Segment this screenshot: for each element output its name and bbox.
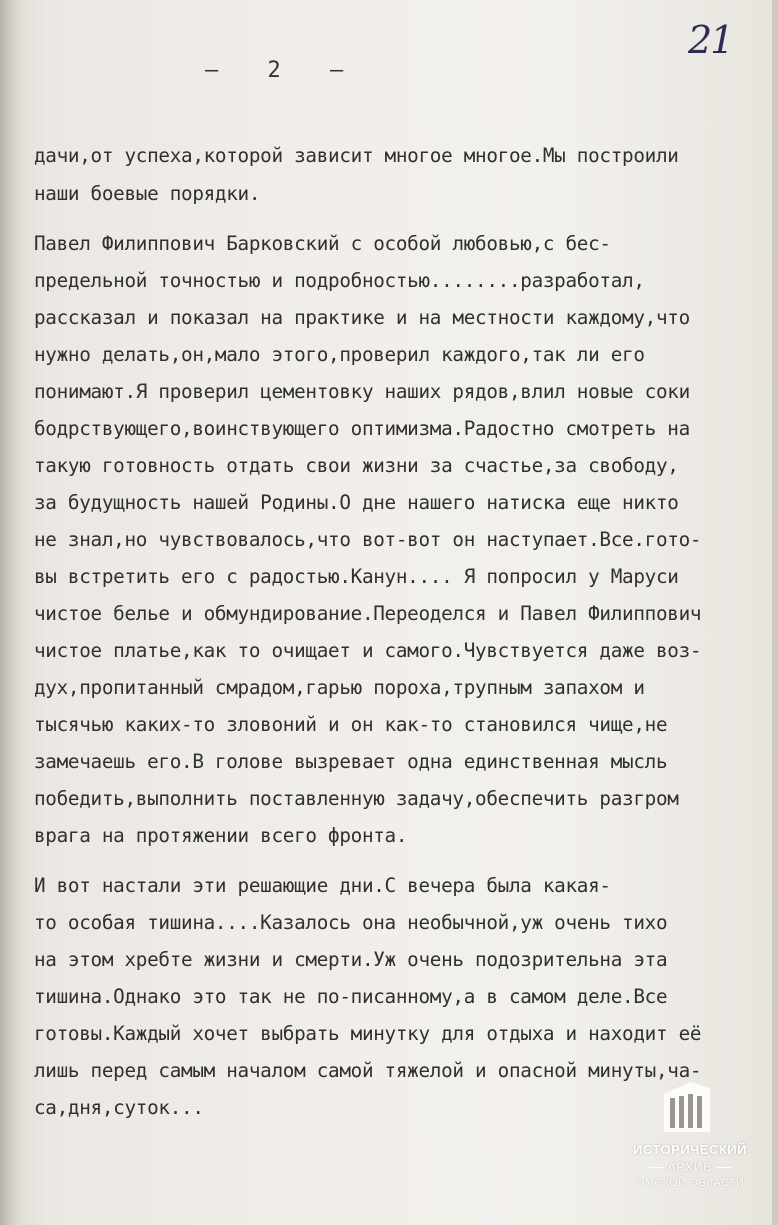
text-line: врага на протяжении всего фронта. [34, 824, 408, 847]
watermark-line-2 [620, 1160, 760, 1174]
text-line: вы встретить его с радостью.Канун.... Я попросил у Маруси [34, 565, 679, 588]
text-line: тысячью каких-то зловоний и он как-то становился чище,не [34, 713, 668, 736]
text-line: лишь перед самым началом самой тяжелой и опасной минуты,ча- [34, 1059, 702, 1082]
text-line: нужно делать,он,мало этого,проверил каждого,так ли его [34, 343, 645, 366]
page-number: – 2 – [205, 58, 362, 83]
text-line: чистое платье,как то очищает и самого.Чувствуется даже воз- [34, 639, 702, 662]
text-line: такую готовность отдать свои жизни за счастье,за свободу, [34, 454, 679, 477]
text-line: предельной точностью и подробностью........разработал, [34, 269, 645, 292]
text-line: то особая тишина....Казалось она необычной,уж очень тихо [34, 911, 668, 934]
text-line: дух,пропитанный смрадом,гарью пороха,трупным запахом и [34, 676, 645, 699]
text-line: бодрствующего,воинствующего оптимизма.Радостно смотреть на [34, 417, 690, 440]
text-line: за будущность нашей Родины.О дне нашего натиска еще никто [34, 491, 679, 514]
text-line: понимают.Я проверил цементовку наших рядов,влил новые соки [34, 380, 690, 403]
text-line: победить,выполнить поставленную задачу,обеспечить разгром [34, 787, 679, 810]
text-line: И вот настали эти решающие дни.С вечера была какая- [34, 874, 611, 897]
watermark-line-2-text: АРХИВ [667, 1160, 713, 1174]
folio-number: 21 [688, 18, 733, 62]
text-line: са,дня,суток... [34, 1096, 204, 1119]
archive-watermark [620, 1080, 760, 1200]
text-line: замечаешь его.В голове вызревает одна единственная мысль [34, 750, 668, 773]
text-line: готовы.Каждый хочет выбрать минутку для отдыха и находит её [34, 1022, 702, 1045]
archive-columns-icon [660, 1080, 714, 1136]
watermark-line-1: ИСТОРИЧЕСКИЙ [633, 1142, 747, 1157]
text-line: чистое белье и обмундирование.Переоделся и Павел Филиппович [34, 602, 702, 625]
text-line: тишина.Однако это так не по-писанному,а в самом деле.Все [34, 985, 668, 1008]
text-line: не знал,но чувствовалось,что вот-вот он наступает.Все.гото- [34, 528, 702, 551]
text-line: на этом хребте жизни и смерти.Уж очень подозрительна эта [34, 948, 668, 971]
text-line: наши боевые порядки. [34, 182, 261, 205]
watermark-line-3: ОМСКОЙ ОБЛАСТИ [636, 1177, 744, 1189]
paper-left-edge [0, 0, 22, 1225]
text-line: Павел Филиппович Барковский с особой любовью,с бес- [34, 232, 611, 255]
text-line: рассказал и показал на практике и на местности каждому,что [34, 306, 690, 329]
text-line: дачи,от успеха,которой зависит многое многое.Мы построили [34, 144, 679, 167]
